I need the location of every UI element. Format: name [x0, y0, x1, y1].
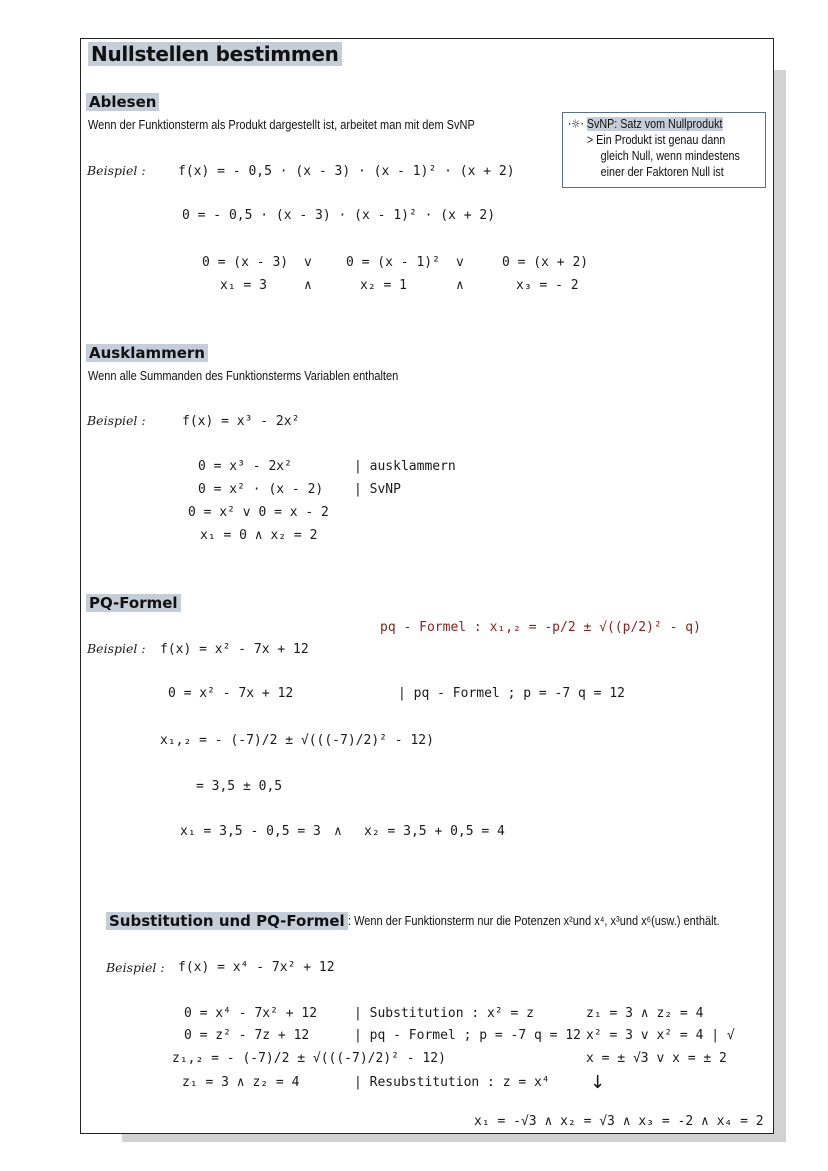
math-line: x₁,₂ = - (-7)/2 ± √(((-7)/2)² - 12) — [160, 733, 434, 748]
math-line: 0 = (x - 3) — [202, 255, 289, 270]
section-heading-pq-formel: PQ-Formel — [86, 594, 181, 612]
math-line: z₁ = 3 ∧ z₂ = 4 — [586, 1006, 704, 1021]
math-line: 0 = x⁴ - 7x² + 12 — [184, 1006, 318, 1021]
math-note: | Substitution : x² = z — [354, 1006, 535, 1021]
math-line: x₁ = 3 — [220, 278, 267, 293]
math-note: | SvNP — [354, 482, 401, 497]
section-description: Wenn der Funktionsterm als Produkt dargestellt ist, arbeitet man mit dem SvNP — [88, 118, 475, 132]
math-line: x₂ = 3,5 + 0,5 = 4 — [364, 824, 505, 839]
math-line: 0 = (x + 2) — [502, 255, 589, 270]
math-line: 0 = x² - 7x + 12 — [168, 686, 294, 701]
math-line: f(x) = x² - 7x + 12 — [160, 642, 309, 657]
tip-text: gleich Null, wenn mindestens — [600, 149, 740, 163]
math-operator: ∧ — [456, 278, 464, 293]
math-operator: ∧ — [334, 824, 342, 839]
math-line: x₁ = -√3 ∧ x₂ = √3 ∧ x₃ = -2 ∧ x₄ = 2 — [474, 1114, 764, 1129]
math-line: x₂ = 1 — [360, 278, 407, 293]
pq-formula-tip: pq - Formel : x₁,₂ = -p/2 ± √((p/2)² - q) — [380, 620, 701, 635]
math-line: f(x) = x³ - 2x² — [182, 414, 300, 429]
math-line: x₁ = 3,5 - 0,5 = 3 — [180, 824, 321, 839]
math-line: x₁ = 0 ∧ x₂ = 2 — [200, 528, 318, 543]
math-line: 0 = (x - 1)² — [346, 255, 440, 270]
tip-text: einer der Faktoren Null ist — [600, 165, 724, 179]
math-line: 0 = z² - 7z + 12 — [184, 1028, 310, 1043]
math-line: x² = 3 v x² = 4 | √ — [586, 1028, 735, 1043]
example-label: Beispiel : — [106, 960, 165, 975]
math-line: x₃ = - 2 — [516, 278, 579, 293]
section-heading-ablesen: Ablesen — [86, 93, 159, 111]
math-operator: ∧ — [304, 278, 312, 293]
math-note: | ausklammern — [354, 459, 456, 474]
math-line: z₁,₂ = - (-7)/2 ± √(((-7)/2)² - 12) — [172, 1051, 446, 1066]
page-title: Nullstellen bestimmen — [88, 42, 342, 66]
example-label: Beispiel : — [87, 163, 146, 178]
section-heading-substitution: Substitution und PQ-Formel — [106, 912, 348, 930]
math-note: | Resubstitution : z = x⁴ — [354, 1075, 550, 1090]
math-line: 0 = - 0,5 · (x - 3) · (x - 1)² · (x + 2) — [182, 208, 496, 223]
lightbulb-icon: ·☼· — [568, 117, 584, 131]
example-label: Beispiel : — [87, 641, 146, 656]
math-operator: v — [304, 255, 312, 270]
math-note: | pq - Formel ; p = -7 q = 12 — [354, 1028, 581, 1043]
math-line: = 3,5 ± 0,5 — [196, 779, 283, 794]
section-description: : Wenn der Funktionsterm nur die Potenzen x²und x⁴, x³und x⁶(usw.) enthält. — [348, 914, 720, 928]
section-heading-ausklammern: Ausklammern — [86, 344, 208, 362]
math-line: 0 = x³ - 2x² — [198, 459, 292, 474]
math-line: 0 = x² v 0 = x - 2 — [188, 505, 329, 520]
math-line: x = ± √3 v x = ± 2 — [586, 1051, 727, 1066]
math-line: 0 = x² · (x - 2) — [198, 482, 324, 497]
down-arrow-icon: ↓ — [590, 1072, 606, 1093]
math-note: | pq - Formel ; p = -7 q = 12 — [398, 686, 625, 701]
section-description: Wenn alle Summanden des Funktionsterms Variablen enthalten — [88, 369, 399, 383]
math-line: f(x) = x⁴ - 7x² + 12 — [178, 960, 335, 975]
tip-text: > Ein Produkt ist genau dann — [586, 133, 726, 147]
math-line: z₁ = 3 ∧ z₂ = 4 — [182, 1075, 300, 1090]
example-label: Beispiel : — [87, 413, 146, 428]
math-operator: v — [456, 255, 464, 270]
svnp-tip-box — [562, 112, 766, 188]
math-line: f(x) = - 0,5 · (x - 3) · (x - 1)² · (x + 2) — [178, 164, 515, 179]
tip-title: SvNP: Satz vom Nullprodukt — [586, 117, 723, 131]
